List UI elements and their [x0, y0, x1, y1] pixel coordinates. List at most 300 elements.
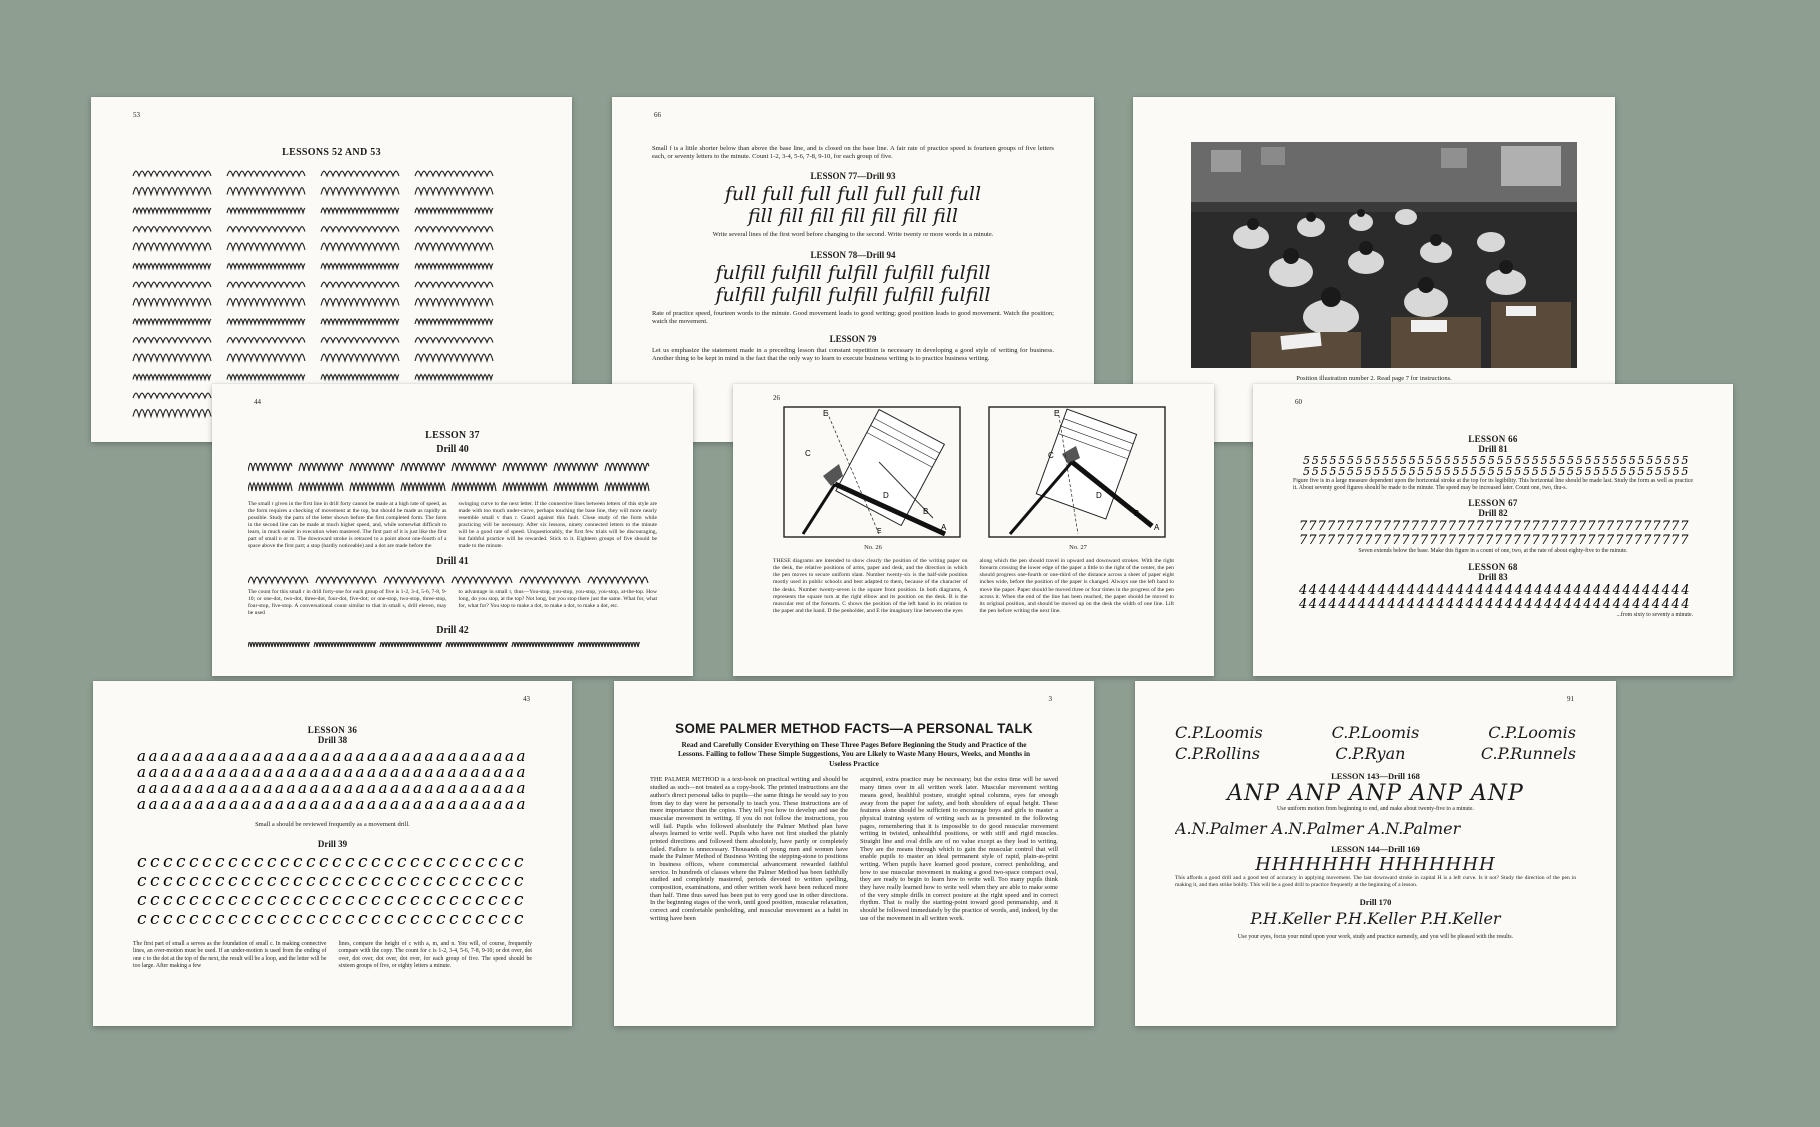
- drill-40-strokes: [248, 457, 657, 497]
- lesson-67-heading: LESSON 67: [1468, 498, 1518, 509]
- letter-stroke: c: [150, 909, 160, 930]
- figure-stroke: 4: [1563, 596, 1572, 612]
- column-left: The first part of small a serves as the foundation of small c. In making connective lines, an over-motion must be used. If an under-motion is used from the ending of one c to the dot at the top of the next, the result will be a loop, and the letter will be too large. After making a few: [133, 941, 327, 969]
- figure-stroke: 7: [1503, 519, 1512, 535]
- letter-stroke: a: [482, 747, 491, 765]
- drill-stroke: [248, 463, 292, 471]
- letter-stroke: c: [397, 852, 407, 873]
- figure-stroke: 4: [1553, 582, 1563, 598]
- figure-stroke: 7: [1392, 519, 1401, 535]
- figure-stroke: 5: [1496, 454, 1504, 467]
- letter-stroke: a: [286, 763, 296, 781]
- figure-stroke: 4: [1338, 582, 1347, 598]
- figure-stroke: 5: [1338, 465, 1346, 478]
- letter-stroke: a: [470, 779, 480, 797]
- figure-stroke: 5: [1303, 465, 1310, 478]
- figure-stroke: 7: [1299, 519, 1308, 535]
- letter-stroke: c: [384, 909, 394, 930]
- letter-stroke: a: [160, 779, 169, 797]
- anp-drill: ANP ANP ANP ANP ANP: [1227, 781, 1524, 806]
- drill-stroke: [452, 577, 512, 583]
- figure-stroke: 4: [1632, 582, 1641, 598]
- figure-stroke: 5: [1443, 454, 1451, 467]
- letter-stroke: a: [309, 747, 319, 765]
- figure-stroke: 7: [1568, 533, 1577, 549]
- figure-stroke: 7: [1475, 533, 1484, 549]
- figure-stroke: 7: [1652, 519, 1661, 535]
- figure-stroke: 7: [1308, 519, 1317, 535]
- lesson-77-heading: LESSON 77—Drill 93: [810, 171, 896, 182]
- figure-stroke: 5: [1531, 454, 1539, 467]
- figure-stroke: 5: [1567, 454, 1574, 467]
- figure-stroke: 7: [1494, 533, 1503, 549]
- letter-stroke: a: [378, 763, 388, 781]
- drill-39-heading: Drill 39: [317, 839, 348, 850]
- figure-stroke: 4: [1583, 582, 1592, 598]
- letter-stroke: a: [401, 779, 411, 797]
- figure-stroke: 4: [1681, 596, 1690, 612]
- drill-stroke: [415, 243, 493, 250]
- letter-stroke: c: [202, 909, 212, 930]
- letter-stroke: c: [137, 909, 147, 930]
- figure-stroke: 7: [1531, 519, 1540, 535]
- column-right: swinging curve to the next letter. If the connective lines between letters of this style are made with too much under-curve, perhaps touching the base line, they will more nearly resemble small v than r. Guard against this fault. Close study of the form while practicing will be necessary. After six lessons, ninety connected letters to the minute will be a good rate of speed. Unquestionably, the first few trials will be discouraging, but faithful practice will be rewarded. Stick to it. Eighteen groups of five should be made to the minute.: [458, 501, 657, 549]
- signature: C.P.Loomis: [1331, 723, 1420, 742]
- figure-stroke: 4: [1593, 596, 1602, 612]
- figure-stroke: 4: [1455, 596, 1465, 612]
- drill-stroke: [248, 483, 292, 491]
- letter-stroke: c: [306, 890, 316, 911]
- letter-stroke: a: [332, 747, 342, 765]
- figure-stroke: 4: [1514, 582, 1523, 598]
- letter-stroke: c: [514, 852, 524, 873]
- letter-stroke: a: [240, 747, 250, 765]
- figure-stroke: 7: [1661, 533, 1670, 549]
- figure-stroke: 7: [1326, 519, 1336, 535]
- figure-stroke: 5: [1514, 454, 1522, 467]
- letter-stroke: c: [371, 871, 381, 892]
- figure-stroke: 4: [1514, 596, 1523, 612]
- letter-stroke: a: [206, 747, 215, 765]
- figure-five-drill: [1293, 454, 1693, 478]
- figure-stroke: 4: [1642, 596, 1651, 612]
- letter-stroke: c: [332, 852, 342, 873]
- letter-stroke: c: [293, 852, 303, 873]
- figure-stroke: 4: [1367, 596, 1376, 612]
- letter-stroke: c: [163, 890, 173, 911]
- figure-27-label: No. 27: [1069, 544, 1087, 551]
- letter-stroke: a: [321, 763, 330, 781]
- letter-stroke: c: [332, 890, 342, 911]
- figure-stroke: 7: [1512, 533, 1522, 549]
- figure-stroke: 7: [1485, 519, 1494, 535]
- label-b: B: [923, 507, 929, 516]
- letter-stroke: c: [384, 871, 394, 892]
- figure-stroke: 5: [1470, 454, 1478, 467]
- figure-stroke: 4: [1661, 596, 1670, 612]
- letter-stroke: c: [410, 871, 420, 892]
- drill-stroke: [133, 227, 211, 232]
- figure-stroke: 5: [1452, 454, 1460, 467]
- figure-stroke: 4: [1553, 596, 1563, 612]
- figure-stroke: 4: [1504, 596, 1514, 612]
- letter-stroke: a: [217, 763, 227, 781]
- column-left: THESE diagrams are intended to show clearly the position of the writing paper on the desk, the relative positions of arms, paper and desk, and the direction in which the pen moves to secure uniform slant. Number twenty-six is the half-side position mostly used in public schools and best adapted to them, because of the character of the desks. Number twenty-seven is the square front position. In both diagrams, A represents the square turn at the right elbow and its position on the desk. B is the muscular rest of the forearm. C shows the position of the left hand in its relation to the paper and the hand. D the penholder, and E the imaginary line between the eyes: [773, 558, 968, 614]
- letter-stroke: a: [344, 747, 353, 765]
- drill-stroke: [248, 577, 308, 583]
- signature: C.P.Loomis: [1175, 723, 1263, 742]
- letter-stroke: a: [355, 763, 365, 781]
- drill-83-text: ...from sixty to seventy a minute.: [1616, 611, 1693, 618]
- drill-stroke: [133, 299, 211, 306]
- letter-stroke: c: [345, 871, 355, 892]
- letter-stroke: c: [371, 909, 381, 930]
- figure-stroke: 4: [1446, 596, 1455, 612]
- letter-stroke: a: [298, 795, 307, 813]
- drill-stroke: [133, 208, 211, 213]
- letter-stroke: a: [160, 795, 169, 813]
- label-e: E: [1054, 409, 1060, 418]
- letter-stroke: a: [309, 763, 319, 781]
- lesson-heading: LESSONS 52 AND 53: [282, 147, 381, 158]
- letter-stroke: c: [254, 909, 264, 930]
- page-number: 3: [1048, 695, 1052, 703]
- letter-stroke: a: [505, 763, 514, 781]
- letter-stroke: c: [280, 909, 290, 930]
- lesson-heading: LESSON 36: [307, 725, 358, 735]
- figure-stroke: 4: [1308, 582, 1318, 598]
- figure-stroke: 7: [1457, 519, 1466, 535]
- letter-stroke: a: [344, 795, 353, 813]
- figure-stroke: 4: [1436, 596, 1445, 612]
- letter-stroke: c: [280, 852, 290, 873]
- figure-stroke: 5: [1364, 454, 1372, 467]
- figure-stroke: 5: [1637, 454, 1645, 467]
- figure-stroke: 7: [1680, 533, 1689, 549]
- figure-stroke: 4: [1681, 582, 1690, 598]
- letter-stroke: a: [436, 779, 445, 797]
- figure-stroke: 5: [1672, 454, 1680, 467]
- figure-stroke: 5: [1540, 465, 1548, 478]
- figure-stroke: 7: [1531, 533, 1540, 549]
- letter-stroke: c: [319, 852, 329, 873]
- figure-stroke: 5: [1540, 454, 1548, 467]
- letter-stroke: a: [493, 747, 503, 765]
- letter-stroke: a: [459, 779, 468, 797]
- drill-stroke: [415, 188, 493, 195]
- signature: C.P.Runnels: [1480, 744, 1576, 763]
- page-lesson-36: [93, 681, 572, 1026]
- letter-stroke: a: [413, 795, 422, 813]
- letter-stroke: a: [183, 795, 192, 813]
- letter-stroke: c: [371, 890, 381, 911]
- letter-stroke: c: [267, 871, 277, 892]
- drill-stroke: [415, 208, 493, 213]
- letter-stroke: c: [215, 871, 225, 892]
- letter-stroke: c: [332, 871, 342, 892]
- letter-stroke: c: [423, 890, 433, 911]
- figure-stroke: 4: [1544, 582, 1553, 598]
- letter-stroke: c: [475, 909, 485, 930]
- drill-stroke: [452, 483, 496, 491]
- figure-stroke: 7: [1605, 519, 1615, 535]
- drill-stroke: [446, 643, 508, 647]
- letter-stroke: c: [293, 871, 303, 892]
- letter-stroke: c: [501, 871, 511, 892]
- drill-39-grid: [133, 849, 532, 931]
- drill-39-text: [133, 941, 532, 970]
- letter-stroke: c: [241, 909, 251, 930]
- letter-stroke: a: [137, 763, 146, 781]
- figure-stroke: 5: [1426, 454, 1434, 467]
- letter-stroke: a: [447, 763, 457, 781]
- drill-stroke: [321, 171, 399, 176]
- figure-stroke: 7: [1326, 533, 1336, 549]
- letter-stroke: a: [275, 779, 284, 797]
- letter-stroke: a: [355, 747, 365, 765]
- figure-stroke: 4: [1524, 582, 1533, 598]
- letter-stroke: a: [263, 795, 273, 813]
- column-left: The count for this small r in drill forty-one for each group of five is 1-2, 3-4, 5-6, 7-8, 9-10; or one-dot, two-dot, three-dot, four-dot, five-dot; or one-stop, two-stop, three-stop, four-stop, five-stop. A conversational count similar to that in small s, drill eleven, may be used: [248, 588, 447, 616]
- drill-stroke: [321, 338, 399, 343]
- letter-stroke: c: [449, 909, 459, 930]
- drill-stroke: [316, 577, 376, 583]
- figure-stroke: 7: [1466, 519, 1475, 535]
- figure-stroke: 7: [1429, 533, 1438, 549]
- letter-stroke: c: [189, 871, 199, 892]
- figure-stroke: 5: [1523, 454, 1530, 467]
- letter-stroke: a: [321, 779, 330, 797]
- keller-drill: P.H.Keller P.H.Keller P.H.Keller: [1250, 909, 1501, 929]
- letter-stroke: a: [378, 779, 388, 797]
- figure-stroke: 7: [1615, 533, 1624, 549]
- figure-stroke: 7: [1605, 533, 1615, 549]
- figure-stroke: 4: [1465, 596, 1474, 612]
- letter-stroke: a: [137, 779, 146, 797]
- drill-stroke: [520, 577, 580, 583]
- anpalmer-drill: A.N.Palmer A.N.Palmer A.N.Palmer: [1175, 819, 1461, 839]
- figure-stroke: 4: [1328, 582, 1337, 598]
- figure-stroke: 5: [1417, 465, 1425, 478]
- letter-stroke: c: [137, 890, 147, 911]
- letter-stroke: c: [449, 890, 459, 911]
- figure-stroke: 4: [1475, 596, 1484, 612]
- letter-stroke: a: [390, 795, 399, 813]
- drill-stroke: [133, 338, 211, 343]
- drill-stroke: [227, 338, 305, 343]
- figure-stroke: 5: [1382, 465, 1390, 478]
- letter-stroke: a: [206, 763, 215, 781]
- letter-stroke: a: [436, 747, 445, 765]
- drill-82-text: Seven extends below the base. Make this figure in a count of one, two, at the rate of about eighty-five to the minute.: [1358, 548, 1628, 555]
- letter-stroke: c: [358, 909, 368, 930]
- drill-82-heading: Drill 82: [1478, 508, 1508, 519]
- drill-stroke: [415, 319, 493, 324]
- letter-stroke: a: [194, 747, 204, 765]
- drill-stroke: [380, 643, 442, 647]
- figure-stroke: 5: [1435, 454, 1442, 467]
- drill-stroke: [321, 282, 399, 287]
- drill-stroke: [227, 264, 305, 269]
- letter-stroke: a: [229, 747, 238, 765]
- figure-stroke: 4: [1397, 582, 1406, 598]
- label-c: C: [805, 449, 811, 458]
- letter-stroke: a: [171, 763, 181, 781]
- drill-stroke: [452, 463, 496, 471]
- figure-stroke: 5: [1461, 465, 1469, 478]
- letter-stroke: a: [447, 779, 457, 797]
- figure-stroke: 4: [1318, 596, 1327, 612]
- letter-stroke: a: [482, 795, 491, 813]
- letter-stroke: c: [319, 871, 329, 892]
- figure-stroke: 5: [1408, 454, 1416, 467]
- label-b: B: [1134, 509, 1140, 518]
- letter-stroke: c: [215, 852, 225, 873]
- figure-stroke: 7: [1354, 519, 1364, 535]
- script-line-fill: fill fill fill fill fill fill fill: [747, 205, 959, 228]
- figure-stroke: 7: [1587, 533, 1596, 549]
- drill-stroke: [299, 463, 343, 471]
- figure-stroke: 4: [1406, 596, 1416, 612]
- letter-stroke: a: [367, 747, 376, 765]
- page-number: 44: [254, 398, 261, 406]
- letter-stroke: c: [475, 852, 485, 873]
- drill-stroke: [415, 299, 493, 306]
- drill-stroke: [133, 282, 211, 287]
- figure-stroke: 5: [1663, 454, 1671, 467]
- figure-stroke: 7: [1299, 533, 1308, 549]
- figure-stroke: 5: [1355, 465, 1363, 478]
- figure-stroke: 7: [1308, 533, 1317, 549]
- lesson-68-heading: LESSON 68: [1468, 561, 1518, 572]
- figure-stroke: 5: [1399, 465, 1407, 478]
- letter-stroke: c: [267, 852, 277, 873]
- letter-stroke: c: [384, 852, 394, 873]
- figure-stroke: 4: [1426, 582, 1435, 598]
- letter-stroke: a: [447, 795, 457, 813]
- drill-stroke: [321, 319, 399, 324]
- figure-stroke: 7: [1522, 533, 1531, 549]
- letter-stroke: a: [194, 779, 204, 797]
- figure-stroke: 7: [1624, 533, 1633, 549]
- figure-stroke: 5: [1382, 454, 1390, 467]
- letter-stroke: a: [252, 747, 261, 765]
- figure-stroke: 7: [1596, 533, 1605, 549]
- letter-stroke: a: [401, 763, 411, 781]
- drill-38-caption: Small a should be reviewed frequently as a movement drill.: [255, 821, 410, 828]
- letter-stroke: a: [321, 795, 330, 813]
- figure-stroke: 5: [1593, 465, 1601, 478]
- figure-stroke: 5: [1408, 465, 1416, 478]
- script-line-fulfill-1: fulfill fulfill fulfill fulfill fulfill: [715, 261, 991, 284]
- letter-stroke: c: [202, 890, 212, 911]
- drill-stroke: [321, 375, 399, 380]
- letter-stroke: a: [390, 763, 399, 781]
- figure-stroke: 4: [1367, 582, 1376, 598]
- page-number: 53: [133, 111, 140, 119]
- letter-stroke: a: [493, 779, 503, 797]
- drill-stroke: [227, 375, 305, 380]
- letter-stroke: c: [137, 852, 147, 873]
- letter-stroke: a: [378, 747, 388, 765]
- letter-stroke: c: [358, 852, 368, 873]
- figure-four-drill: [1293, 582, 1693, 612]
- drill-stroke: [227, 319, 305, 324]
- figure-stroke: 5: [1505, 454, 1513, 467]
- figure-stroke: 5: [1523, 465, 1530, 478]
- column-right: along which the pen should travel in upward and downward strokes. With the right forearm crossing the lower edge of the paper a little to the right of the center, the pen should progress one-fourth or one-third of the distance across a sheet of paper eight inches wide, before the position of the paper is changed. Always use the left hand to move the paper. Paper should be moved three or four times in the progress of the pen across it. When the end of the line has been reached, the paper should be moved to its original position, and should be moved up on the desk the width of one line. Lift the pen before writing the next line.: [979, 558, 1174, 614]
- drill-40-heading: Drill 40: [436, 444, 469, 455]
- letter-stroke: c: [514, 871, 524, 892]
- page-lessons-143-144: [1135, 681, 1616, 1026]
- figure-stroke: 7: [1596, 519, 1605, 535]
- letter-stroke: a: [378, 795, 388, 813]
- figure-stroke: 7: [1410, 533, 1419, 549]
- figure-stroke: 7: [1661, 519, 1670, 535]
- figure-stroke: 4: [1534, 582, 1543, 598]
- figure-stroke: 5: [1329, 454, 1337, 467]
- page-number: 91: [1567, 695, 1574, 703]
- letter-stroke: c: [501, 890, 511, 911]
- figure-seven-drill: [1293, 518, 1693, 548]
- letter-stroke: a: [436, 763, 445, 781]
- letter-stroke: c: [163, 871, 173, 892]
- figure-stroke: 5: [1320, 454, 1328, 467]
- diagram-26: [783, 406, 961, 538]
- page-number: 26: [773, 394, 780, 402]
- letter-stroke: a: [447, 747, 457, 765]
- letter-stroke: c: [384, 890, 394, 911]
- figure-stroke: 7: [1633, 519, 1643, 535]
- figure-stroke: 4: [1563, 582, 1572, 598]
- article-subtitle: Read and Carefully Consider Everything on These Three Pages Before Beginning the Study and Practice of the Lessons. Failing to follow These Simple Suggestions, You are Likely to Waste Many Hours, Weeks, and Months in Useless Practice: [677, 740, 1031, 768]
- letter-stroke: a: [148, 795, 158, 813]
- drill-stroke: [321, 243, 399, 250]
- figure-stroke: 5: [1575, 465, 1583, 478]
- column-left: The small r given in the first line in drill forty cannot be made at a high rate of speed, as the form requires a checking of movement at the top, but should be made as rapidly as possible. Study the parts of the letter shown before the first completed form. The form in the second line can be made at much higher speed, and, while somewhat difficult to learn, in much easier in execution when mastered. The first part of it is just like the first part of small n or m. The downward stroke is retraced to a point about one-fourth of a space above the first part; a stop (hardly noticeable) and a dot are made before the: [248, 501, 447, 549]
- figure-stroke: 7: [1345, 533, 1354, 549]
- letter-stroke: c: [150, 852, 160, 873]
- letter-stroke: a: [240, 795, 250, 813]
- figure-stroke: 4: [1534, 596, 1543, 612]
- drill-stroke: [321, 208, 399, 213]
- figure-stroke: 4: [1348, 582, 1357, 598]
- page-lessons-66-68: [1253, 384, 1733, 676]
- page-number: 43: [523, 695, 530, 703]
- letter-stroke: a: [424, 747, 434, 765]
- figure-stroke: 5: [1479, 465, 1486, 478]
- drill-stroke: [415, 375, 493, 380]
- figure-stroke: 5: [1611, 454, 1618, 467]
- drill-stroke: [227, 243, 305, 250]
- drill-stroke: [227, 227, 305, 232]
- drill-stroke: [314, 643, 376, 647]
- page-palmer-method-facts: [614, 681, 1094, 1026]
- figure-stroke: 4: [1612, 596, 1621, 612]
- figure-stroke: 4: [1495, 596, 1504, 612]
- figure-stroke: 7: [1447, 533, 1457, 549]
- letter-stroke: a: [482, 779, 491, 797]
- letter-stroke: a: [160, 747, 169, 765]
- letter-stroke: a: [470, 747, 480, 765]
- letter-stroke: c: [267, 890, 277, 911]
- letter-stroke: c: [488, 871, 498, 892]
- letter-stroke: a: [263, 747, 273, 765]
- figure-stroke: 4: [1651, 582, 1661, 598]
- drill-stroke: [503, 483, 547, 491]
- column-left: THE PALMER METHOD is a text-book on practical writing and should be studied as such—not treated as a copy-book. The printed instructions are the author's direct personal talks to pupils—the same things he would say to you from day to day were he personally to teach you. These instructions are of more importance than the copies. They tell you how to develop and use the muscular movement in writing. If you do not follow the instructions, you will fail. Pupils who followed absolutely the Palmer Method plan have always learned to write well. Pupils who have not first studied the plainly printed directions and followed them absolutely, have partly or completely failed. Failure is unnecessary. Thousands of young men and women have made the Palmer Method of Business Writing the stepping-stone to positions in business offices, where commercial advancement rewarded faithful service. In hundreds of classes where the Palmer Method has been faithfully studied and completely mastered, periods devoted to written spelling, composition, examinations, and other written work have been reduced more than half. Time thus saved has been put to very good use in other directions. In the beginning stages of the work, until good position, muscular relaxation, correct and comfortable penholding, and muscular movement as a habit in writing have been: [650, 776, 848, 922]
- drill-stroke: [133, 375, 211, 380]
